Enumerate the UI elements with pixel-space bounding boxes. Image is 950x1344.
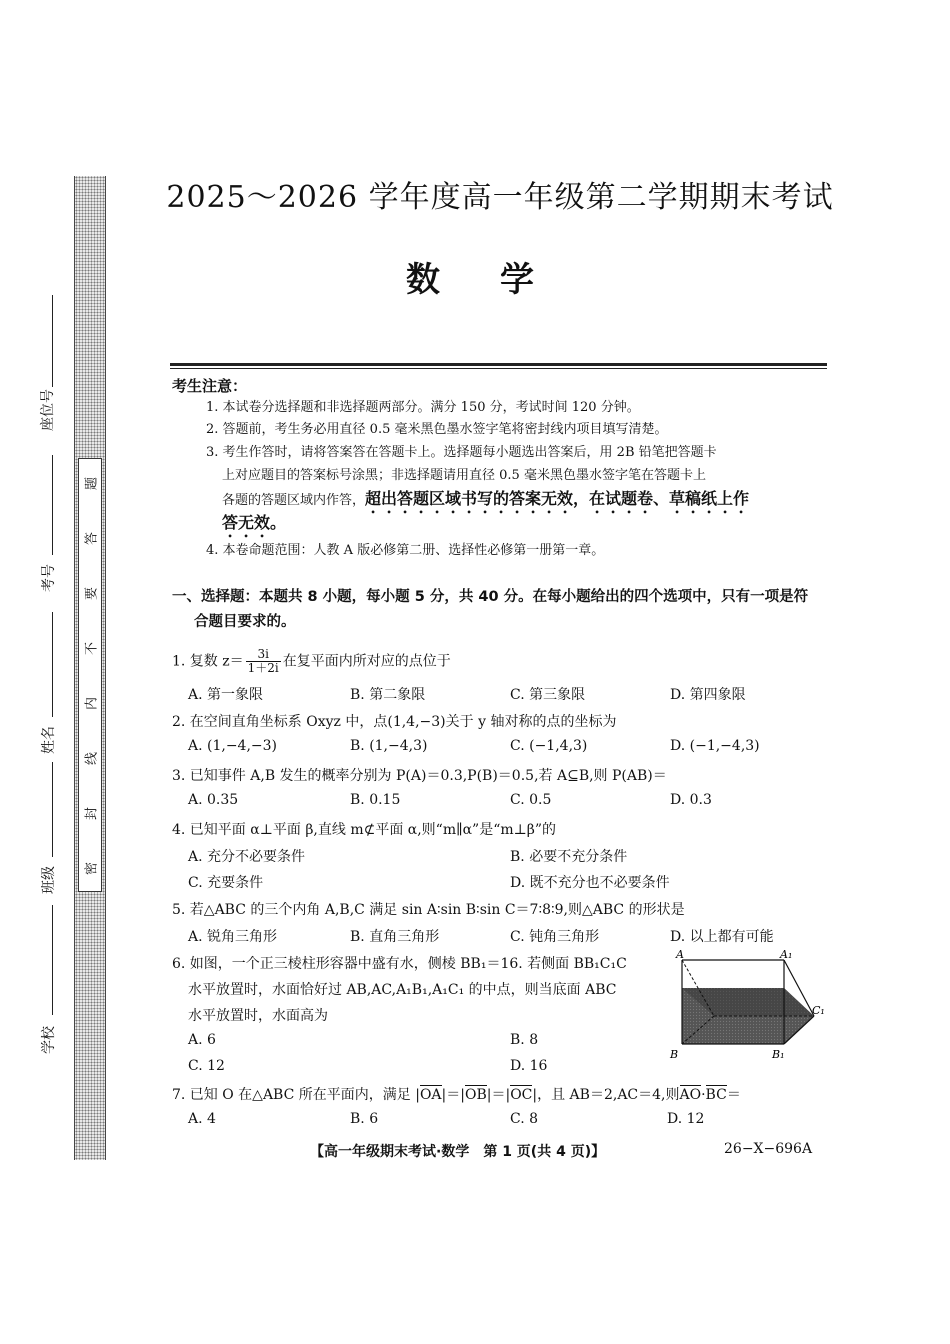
option-a: A. 锐角三角形 <box>188 929 278 945</box>
vector-ao: AO <box>679 1087 702 1103</box>
notice-item-2: 2. 答题前，考生务必用直径 0.5 毫米黑色墨水签字笔将密封线内项目填写清楚。 <box>206 422 668 437</box>
option-d: D. 既不充分也不必要条件 <box>510 875 670 891</box>
vertex-label: A₁ <box>780 948 793 961</box>
exam-number-label: 考号 <box>41 564 57 592</box>
notice-item-3-line-4 <box>222 512 842 541</box>
option-d: D. 第四象限 <box>670 687 746 703</box>
question-text: 1. 复数 z＝ <box>172 653 244 670</box>
notice-heading: 考生注意： <box>172 377 248 395</box>
option-b: B. (1,−4,3) <box>350 738 428 754</box>
fraction-denominator: 1＋2i <box>247 661 279 675</box>
header-rule <box>170 363 827 366</box>
option-d: D. (−1,−4,3) <box>670 738 760 754</box>
section-heading-line: 合题目要求的。 <box>194 614 296 630</box>
option-b: B. 必要不充分条件 <box>510 849 628 865</box>
fraction-numerator: 3i <box>246 648 281 662</box>
seat-number-label: 座位号 <box>40 389 56 431</box>
seal-char: 线 <box>84 752 100 766</box>
seal-char: 密 <box>84 862 100 876</box>
option-b: B. 0.15 <box>350 792 401 808</box>
question-text: 7. 已知 O 在△ABC 所在平面内，满足 | <box>172 1087 420 1103</box>
option-d: D. 16 <box>510 1058 548 1074</box>
option-c: C. 钝角三角形 <box>510 929 600 945</box>
question-2-stem: 2. 在空间直角坐标系 Oxyz 中，点(1,4,−3)关于 y 轴对称的点的坐标为 <box>172 714 617 730</box>
option-a: A. 充分不必要条件 <box>188 849 306 865</box>
question-5-stem: 5. 若△ABC 的三个内角 A,B,C 满足 sin A∶sin B∶sin C＝7∶8∶9,则△ABC 的形状是 <box>172 902 685 918</box>
option-c: C. 第三象限 <box>510 687 586 703</box>
question-1-stem <box>172 648 451 675</box>
option-d: D. 以上都有可能 <box>670 929 774 945</box>
name-line <box>52 612 53 717</box>
class-label: 班级 <box>41 866 57 894</box>
question-6-stem-line-3: 水平放置时，水面高为 <box>188 1008 328 1024</box>
question-text: ＝ <box>726 1087 741 1103</box>
notice-item-3-line-2: 上对应题目的答案标号涂黑；非选择题请用直径 0.5 毫米黑色墨水签字笔在答题卡上 <box>222 468 706 483</box>
class-line <box>52 762 53 857</box>
option-c: C. 0.5 <box>510 792 552 808</box>
option-a: A. 0.35 <box>188 792 239 808</box>
option-a: A. (1,−4,−3) <box>188 738 278 754</box>
option-c: C. 充要条件 <box>188 875 264 891</box>
notice-item-4: 4. 本卷命题范围：人教 A 版必修第二册、选择性必修第一册第一章。 <box>206 543 605 558</box>
option-c: C. (−1,4,3) <box>510 738 588 754</box>
option-d: D. 0.3 <box>670 792 712 808</box>
seal-char: 不 <box>84 642 100 656</box>
question-6-stem-line-2: 水平放置时，水面恰好过 AB,AC,A₁B₁,A₁C₁ 的中点，则当底面 ABC <box>188 982 617 998</box>
question-4-stem: 4. 已知平面 α⊥平面 β,直线 m⊄平面 α,则“m∥α”是“m⊥β”的 <box>172 822 557 838</box>
vector-oa: OA <box>419 1087 442 1103</box>
seal-char: 内 <box>84 697 100 711</box>
option-a: A. 第一象限 <box>188 687 264 703</box>
seal-char: 题 <box>84 477 100 491</box>
page-footer: 【高一年级期末考试·数学 第 1 页(共 4 页)】 <box>310 1144 606 1160</box>
question-text: |，且 AB＝2,AC＝4,则 <box>532 1087 680 1103</box>
seal-char: 要 <box>84 587 100 601</box>
question-3-stem: 3. 已知事件 A,B 发生的概率分别为 P(A)＝0.3,P(B)＝0.5,若 A⊆B,则 P(AB)＝ <box>172 768 667 784</box>
notice-text: 各题的答题区域内作答， <box>222 493 366 508</box>
question-text: · <box>701 1087 706 1103</box>
notice-emphasis: 答无效。 <box>222 513 287 532</box>
seal-box <box>78 458 102 892</box>
seal-char: 封 <box>84 807 100 821</box>
subject-title: 数学 <box>406 260 594 300</box>
vector-oc: OC <box>510 1087 533 1103</box>
option-c: C. 12 <box>188 1058 225 1074</box>
fraction <box>246 648 281 675</box>
seat-number-line <box>52 295 53 387</box>
vertex-label: B <box>670 1048 679 1061</box>
section-heading-line: 一、选择题：本题共 8 小题，每小题 5 分，共 40 分。在每小题给出的四个选项中，只有一项是符 <box>172 589 809 605</box>
vertex-label: B₁ <box>772 1048 785 1061</box>
school-line <box>52 905 53 1015</box>
question-text: 在复平面内所对应的点位于 <box>282 653 451 670</box>
option-b: B. 6 <box>350 1111 379 1127</box>
paper-code: 26−X−696A <box>724 1141 813 1157</box>
vector-ob: OB <box>464 1087 487 1103</box>
exam-number-line <box>52 455 53 555</box>
exam-title: 2025～2026 学年度高一年级第二学期期末考试 <box>166 180 834 215</box>
question-text: |＝| <box>441 1087 465 1103</box>
vertex-label: A <box>676 948 684 961</box>
option-a: A. 6 <box>188 1032 216 1048</box>
prism-figure <box>668 948 828 1064</box>
question-text: |＝| <box>486 1087 511 1103</box>
notice-item-3-line-1: 3. 考生作答时，请将答案答在答题卡上。选择题每小题选出答案后，用 2B 铅笔把答题卡 <box>206 445 717 460</box>
option-d: D. 12 <box>667 1111 705 1127</box>
notice-emphasis: 超出答题区域书写的答案无效，在试题卷、草稿纸上作 <box>365 489 750 508</box>
option-b: B. 直角三角形 <box>350 929 440 945</box>
name-label: 姓名 <box>41 726 57 754</box>
option-c: C. 8 <box>510 1111 539 1127</box>
section-heading <box>172 585 832 635</box>
option-a: A. 4 <box>188 1111 216 1127</box>
vector-bc: BC <box>705 1087 727 1103</box>
vertex-label: C₁ <box>812 1004 825 1017</box>
question-6-stem-line-1: 6. 如图，一个正三棱柱形容器中盛有水，侧棱 BB₁＝16. 若侧面 BB₁C₁C <box>172 956 627 972</box>
seal-char: 答 <box>84 532 100 546</box>
header-rule-thin <box>170 368 827 369</box>
notice-item-1: 1. 本试卷分选择题和非选择题两部分。满分 150 分，考试时间 120 分钟。 <box>206 400 640 415</box>
option-b: B. 8 <box>510 1032 539 1048</box>
school-label: 学校 <box>41 1026 57 1054</box>
option-b: B. 第二象限 <box>350 687 426 703</box>
question-7-stem <box>172 1084 741 1104</box>
